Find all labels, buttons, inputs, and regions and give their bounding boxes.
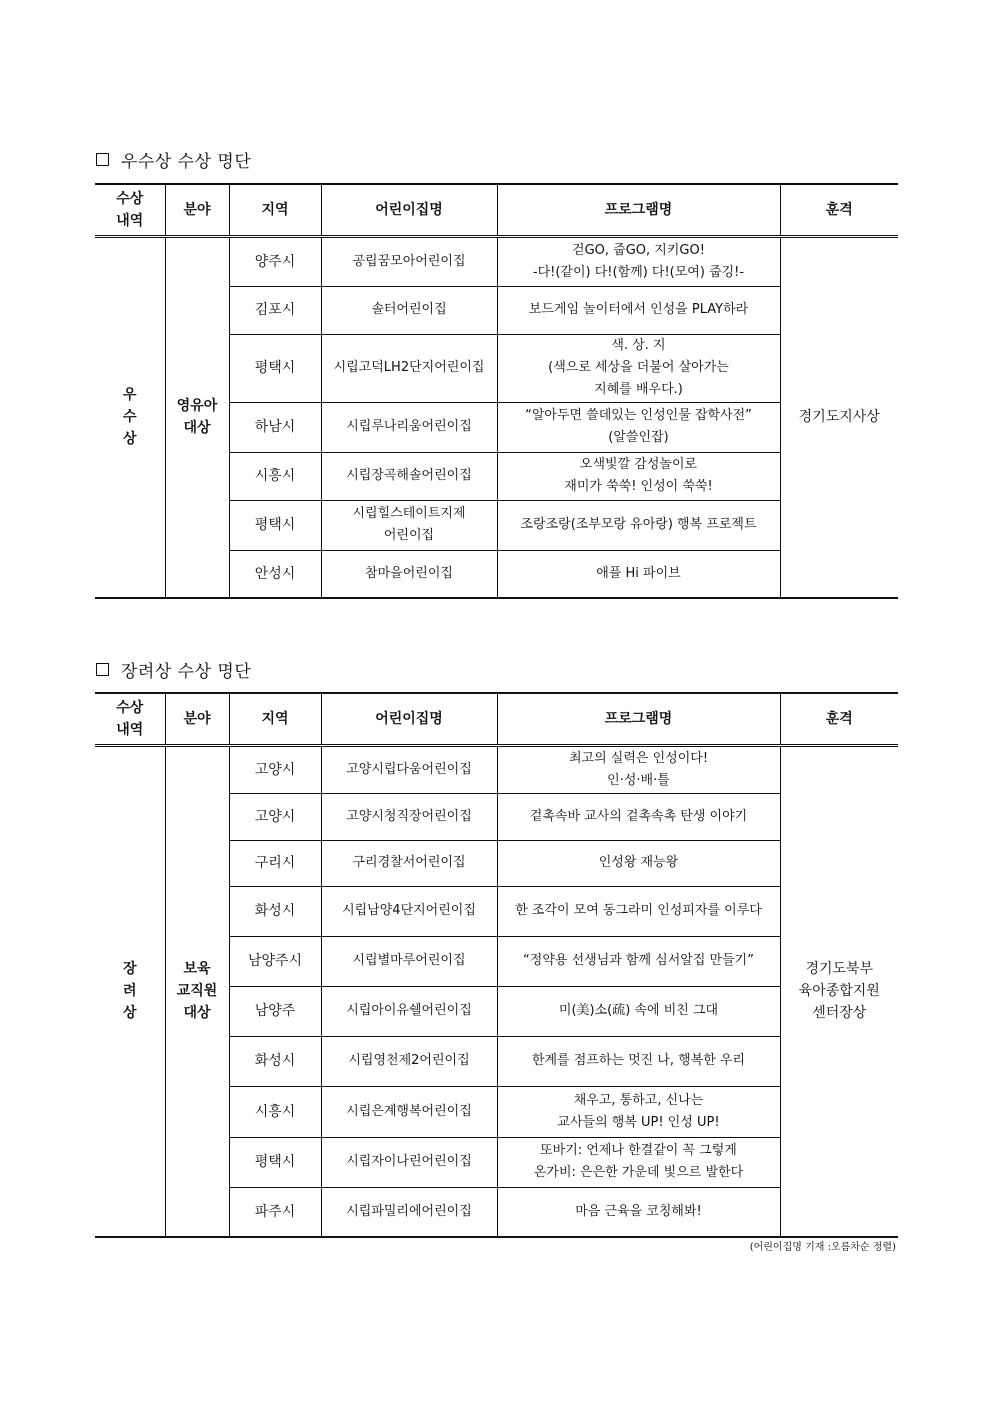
region-cell xyxy=(229,840,321,886)
text-line: 마음 근육을 코칭해봐! xyxy=(575,1203,702,1219)
text-line: 시흥시 xyxy=(254,1103,296,1120)
award-type-cell xyxy=(95,236,165,598)
region-cell xyxy=(229,286,321,334)
text-line: 공립꿈모아어린이집 xyxy=(352,253,466,269)
text-line: 보육 xyxy=(183,961,211,978)
text-line: 고양시 xyxy=(254,808,296,825)
encouragement-award-table xyxy=(95,692,898,1238)
program-name-cell xyxy=(497,1086,780,1137)
region-cell xyxy=(229,793,321,840)
sort-note: (어린이집명 기재 :오름차순 정렬) xyxy=(749,1242,896,1253)
text-line: 화성시 xyxy=(254,1053,296,1069)
header-field: 분야 xyxy=(165,693,229,745)
text-line: -다!(같이) 다!(함께) 다!(모여) 줍깅!- xyxy=(532,264,745,280)
text-line: 시립은계행복어린이집 xyxy=(346,1103,472,1119)
text-line: 시립영천제2어린이집 xyxy=(348,1053,470,1068)
header-daycare-name: 어린이집명 xyxy=(321,693,497,745)
text-line: 하남시 xyxy=(254,419,296,435)
section-title-encouragement xyxy=(96,657,251,682)
text-line: 수 xyxy=(122,409,137,426)
text-line: 시립힐스테이트지제 xyxy=(352,506,466,521)
text-line: 수상 xyxy=(116,190,144,207)
text-line: 인·성·배·틀 xyxy=(607,772,670,788)
program-name-cell xyxy=(497,886,780,936)
text-line: 시립루나리움어린이집 xyxy=(346,419,472,434)
text-line: 고양시립다움어린이집 xyxy=(346,761,472,777)
daycare-name-cell xyxy=(321,1036,497,1086)
daycare-name-cell xyxy=(321,500,497,550)
text-line: 색. 상. 지 xyxy=(611,338,666,353)
region-cell xyxy=(229,334,321,402)
region-cell xyxy=(229,1036,321,1086)
program-name-cell xyxy=(497,286,780,334)
text-line: 걷GO, 줍GO, 지키GO! xyxy=(572,242,705,258)
header-program-name: 프로그램명 xyxy=(497,184,780,236)
program-name-cell xyxy=(497,500,780,550)
region-cell xyxy=(229,402,321,452)
text-line: 채우고, 통하고, 신나는 xyxy=(573,1092,704,1108)
daycare-name-cell xyxy=(321,840,497,886)
program-name-cell xyxy=(497,1187,780,1237)
daycare-name-cell xyxy=(321,286,497,334)
region-cell xyxy=(229,1137,321,1187)
table-row xyxy=(95,745,898,793)
region-cell xyxy=(229,452,321,500)
category-cell xyxy=(165,236,229,598)
text-line: 파주시 xyxy=(254,1203,296,1220)
award-type-cell xyxy=(95,745,165,1237)
daycare-name-cell xyxy=(321,1086,497,1137)
text-line: 화성시 xyxy=(254,903,296,919)
header-daycare-name: 어린이집명 xyxy=(321,184,497,236)
daycare-name-cell xyxy=(321,452,497,500)
text-line: 려 xyxy=(122,983,137,1000)
checkbox-square-icon xyxy=(96,153,109,166)
daycare-name-cell xyxy=(321,236,497,286)
text-line: 안성시 xyxy=(254,565,296,582)
daycare-name-cell xyxy=(321,745,497,793)
text-line: 시흥시 xyxy=(254,468,296,484)
text-line: 영유아 xyxy=(176,398,218,415)
daycare-name-cell xyxy=(321,334,497,402)
region-cell xyxy=(229,745,321,793)
text-line: 시립자이나린어린이집 xyxy=(346,1154,472,1169)
header-award-type xyxy=(95,184,165,236)
text-line: 고양시 xyxy=(254,761,296,778)
text-line: (알쓸인잡) xyxy=(608,430,669,445)
text-line: 조랑조랑(조부모랑 유아랑) 행복 프로젝트 xyxy=(520,517,757,532)
text-line: 솔터어린이집 xyxy=(371,302,447,317)
daycare-name-cell xyxy=(321,1137,497,1187)
section-title-text: 장려상 수상 명단 xyxy=(121,662,252,682)
header-award-type xyxy=(95,693,165,745)
program-name-cell xyxy=(497,840,780,886)
header-region: 지역 xyxy=(229,693,321,745)
table-row xyxy=(95,236,898,286)
text-line: 남양주 xyxy=(254,1003,296,1019)
category-cell xyxy=(165,745,229,1237)
text-line: 경기도지사상 xyxy=(798,409,880,426)
region-cell xyxy=(229,1187,321,1237)
text-line: 지혜를 배우다.) xyxy=(594,382,683,397)
program-name-cell xyxy=(497,402,780,452)
reward-cell xyxy=(780,745,898,1237)
text-line: 김포시 xyxy=(254,302,296,318)
text-line: 오색빛깔 감성놀이로 xyxy=(579,457,698,472)
text-line: 내역 xyxy=(116,212,144,229)
text-line: 구리시 xyxy=(254,855,296,871)
text-line: 인성왕 재능왕 xyxy=(598,855,679,870)
daycare-name-cell xyxy=(321,1187,497,1237)
header-reward: 훈격 xyxy=(780,693,898,745)
text-line: 대상 xyxy=(183,420,211,437)
text-line: 재미가 쑥쑥! 인성이 쑥쑥! xyxy=(564,479,713,494)
text-line: 겉촉속바 교사의 겉촉속촉 탄생 이야기 xyxy=(529,808,748,824)
program-name-cell xyxy=(497,550,780,598)
daycare-name-cell xyxy=(321,402,497,452)
daycare-name-cell xyxy=(321,550,497,598)
daycare-name-cell xyxy=(321,793,497,840)
header-reward: 훈격 xyxy=(780,184,898,236)
text-line: 참마을어린이집 xyxy=(365,565,453,581)
program-name-cell xyxy=(497,452,780,500)
section-title-excellence xyxy=(96,147,251,172)
text-line: 시립남양4단지어린이집 xyxy=(342,903,476,918)
text-line: 미(美)소(疏) 속에 비친 그대 xyxy=(558,1003,719,1018)
daycare-name-cell xyxy=(321,886,497,936)
text-line: 시립장곡해솔어린이집 xyxy=(346,468,472,483)
text-line: 평택시 xyxy=(254,1154,296,1170)
program-name-cell xyxy=(497,986,780,1036)
text-line: 장 xyxy=(122,961,137,978)
text-line: 어린이집 xyxy=(383,528,435,543)
daycare-name-cell xyxy=(321,936,497,986)
text-line: 시립별마루어린이집 xyxy=(352,953,466,968)
text-line: 교사들의 행복 UP! 인성 UP! xyxy=(557,1114,720,1130)
section-title-text: 우수상 수상 명단 xyxy=(121,152,252,172)
header-field: 분야 xyxy=(165,184,229,236)
text-line: 한 조각이 모여 동그라미 인성피자를 이루다 xyxy=(515,903,762,918)
text-line: 구리경찰서어린이집 xyxy=(352,855,466,870)
daycare-name-cell xyxy=(321,986,497,1036)
program-name-cell xyxy=(497,793,780,840)
text-line: 상 xyxy=(122,431,137,448)
text-line: 상 xyxy=(122,1005,137,1022)
program-name-cell xyxy=(497,236,780,286)
program-name-cell xyxy=(497,936,780,986)
program-name-cell xyxy=(497,1137,780,1187)
text-line: 육아종합지원 xyxy=(798,983,880,1000)
region-cell xyxy=(229,886,321,936)
text-line: 시립고덕LH2단지어린이집 xyxy=(333,360,485,375)
header-program-name: 프로그램명 xyxy=(497,693,780,745)
program-name-cell xyxy=(497,1036,780,1086)
text-line: “정약용 선생님과 함께 심서알집 만들기” xyxy=(523,953,754,968)
region-cell xyxy=(229,1086,321,1137)
text-line: 애플 Hi 파이브 xyxy=(596,565,681,581)
text-line: “알아두면 쓸데있는 인성인물 잡학사전” xyxy=(525,408,752,423)
text-line: 수상 xyxy=(116,699,144,716)
region-cell xyxy=(229,500,321,550)
text-line: 우 xyxy=(122,387,137,404)
text-line: 센터장상 xyxy=(812,1005,867,1022)
text-line: 온가비: 은은한 가운데 빛으르 발한다 xyxy=(533,1165,744,1180)
header-region: 지역 xyxy=(229,184,321,236)
text-line: 교직원 xyxy=(176,983,218,1000)
text-line: 보드게임 놀이터에서 인성을 PLAY하라 xyxy=(528,302,749,317)
reward-cell xyxy=(780,236,898,598)
text-line: 내역 xyxy=(116,721,144,738)
excellence-award-table xyxy=(95,183,898,599)
text-line: 고양시청직장어린이집 xyxy=(346,808,472,824)
program-name-cell xyxy=(497,334,780,402)
checkbox-square-icon xyxy=(96,663,109,676)
text-line: 대상 xyxy=(183,1005,211,1022)
text-line: 양주시 xyxy=(254,253,296,270)
region-cell xyxy=(229,986,321,1036)
text-line: 남양주시 xyxy=(247,953,303,969)
text-line: 최고의 실력은 인성이다! xyxy=(568,750,709,766)
region-cell xyxy=(229,936,321,986)
text-line: 한계를 점프하는 멋진 나, 행복한 우리 xyxy=(531,1053,746,1068)
text-line: 평택시 xyxy=(254,360,296,376)
region-cell xyxy=(229,236,321,286)
text-line: 시립아이유쉘어린이집 xyxy=(346,1003,472,1018)
text-line: 평택시 xyxy=(254,517,296,533)
program-name-cell xyxy=(497,745,780,793)
region-cell xyxy=(229,550,321,598)
text-line: 또바기: 언제나 한결같이 꼭 그렇게 xyxy=(540,1143,737,1158)
text-line: 경기도북부 xyxy=(805,961,874,978)
text-line: 시립파밀리에어린이집 xyxy=(346,1203,472,1219)
text-line: (색으로 세상을 더불어 살아가는 xyxy=(548,360,729,375)
